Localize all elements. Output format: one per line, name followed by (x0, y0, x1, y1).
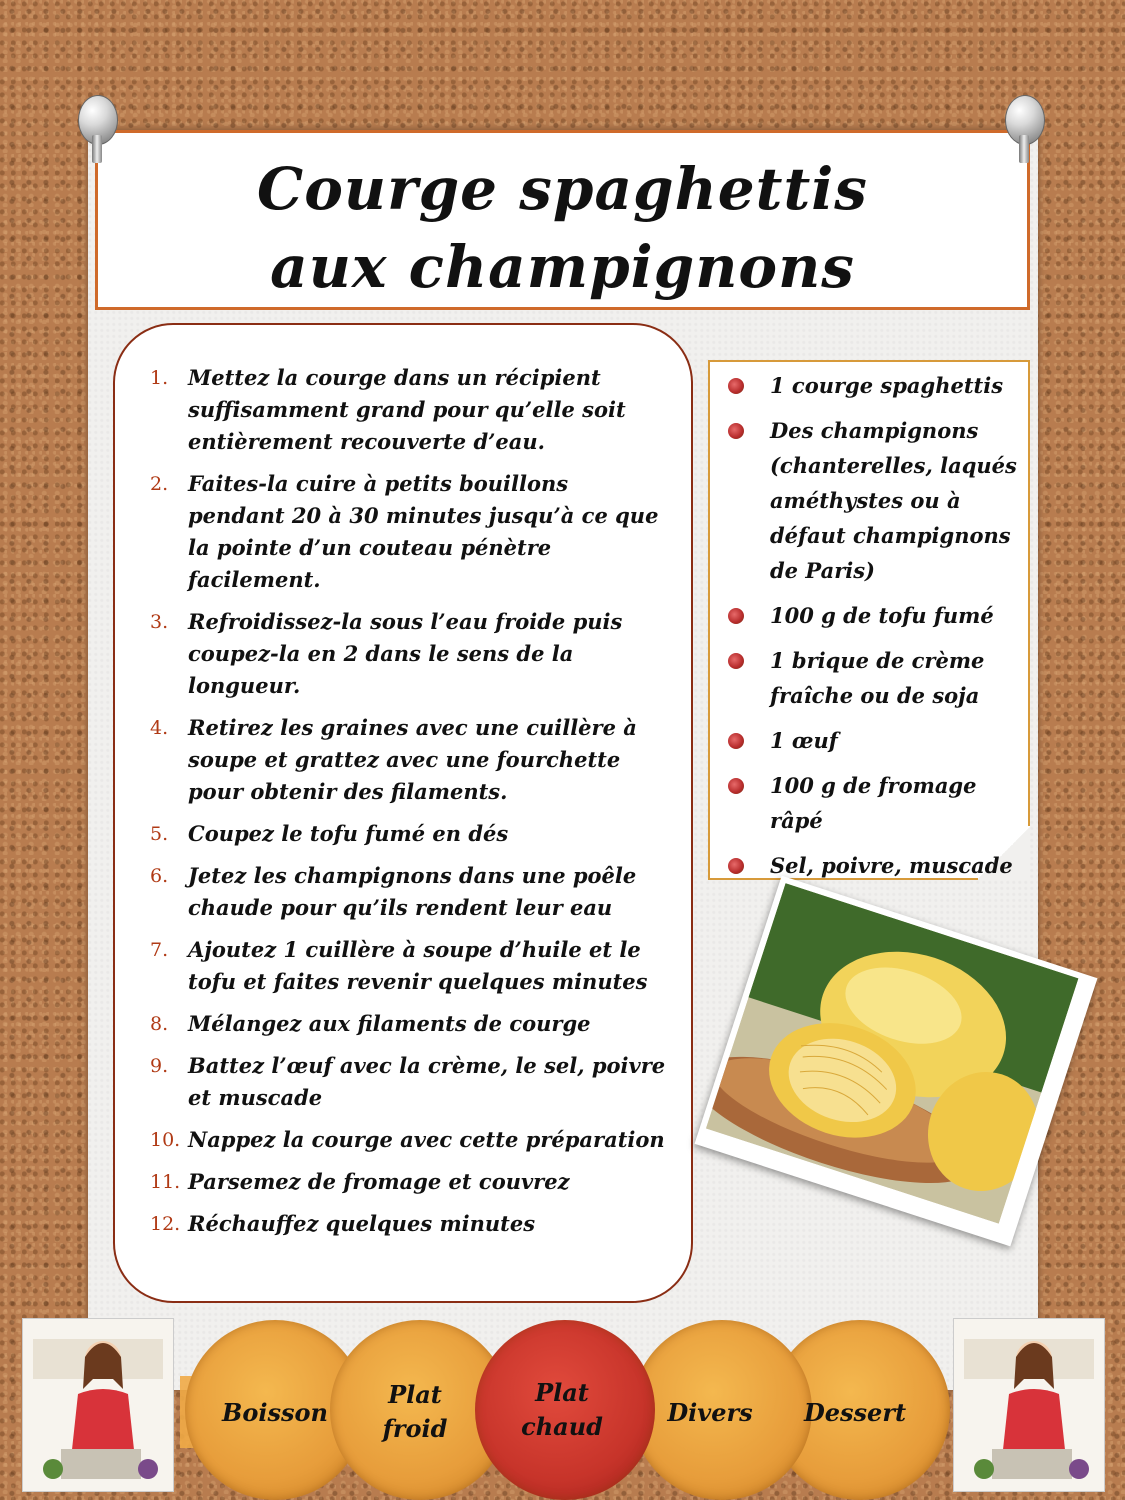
flower-bullet-icon (728, 378, 744, 394)
step-item: 12. Réchauffez quelques minutes (150, 1211, 536, 1236)
flower-bullet-icon (728, 858, 744, 874)
ingredient-item: 1 courge spaghettis (722, 368, 1032, 403)
cook-woman-icon (953, 1318, 1105, 1492)
step-item: 11. Parsemez de fromage et couvrez (150, 1169, 570, 1194)
step-item: 4. Retirez les graines avec une cuillère à soupe et grattez avec une fourchette pour obtenir des filaments. (150, 715, 637, 804)
step-item: 2. Faites-la cuire à petits bouillons pendant 20 à 30 minutes jusqu’à ce que la pointe d’un couteau pénètre facilement. (150, 471, 659, 592)
step-item: 5. Coupez le tofu fumé en dés (150, 821, 509, 846)
flower-bullet-icon (728, 608, 744, 624)
step-item: 9. Battez l’œuf avec la crème, le sel, poivre et muscade (150, 1053, 666, 1110)
flower-bullet-icon (728, 423, 744, 439)
step-item: 8. Mélangez aux filaments de courge (150, 1011, 591, 1036)
title-line-2: aux champignons (270, 233, 855, 301)
step-item: 1. Mettez la courge dans un récipient suffisamment grand pour qu’elle soit entièrement recouverte d’eau. (150, 365, 626, 454)
step-item: 6. Jetez les champignons dans une poêle chaude pour qu’ils rendent leur eau (150, 863, 637, 920)
nav-plat-chaud-label[interactable]: Plat chaud (521, 1378, 603, 1441)
flower-bullet-icon (728, 733, 744, 749)
step-item: 7. Ajoutez 1 cuillère à soupe d’huile et le tofu et faites revenir quelques minutes (150, 937, 648, 994)
nav-plat-froid-label[interactable]: Plat froid (382, 1380, 448, 1443)
step-item: 3. Refroidissez-la sous l’eau froide puis coupez-la en 2 dans le sens de la longueur. (150, 609, 623, 698)
nav-divers-label[interactable]: Divers (667, 1398, 753, 1427)
ingredients-list (722, 368, 1032, 893)
ingredient-item: 1 brique de crème fraîche ou de soja (722, 643, 1032, 713)
nav-boisson-label[interactable]: Boisson (222, 1398, 328, 1427)
page-title (0, 150, 1125, 306)
ingredient-item: 1 œuf (722, 723, 1032, 758)
ingredient-item: 100 g de fromage râpé (722, 768, 1032, 838)
steps-list (150, 362, 670, 1250)
title-line-1: Courge spaghettis (257, 155, 868, 223)
step-item: 10. Nappez la courge avec cette préparation (150, 1127, 665, 1152)
flower-bullet-icon (728, 778, 744, 794)
ingredient-item: 100 g de tofu fumé (722, 598, 1032, 633)
ingredient-item: Des champignons (chanterelles, laqués améthystes ou à défaut champignons de Paris) (722, 413, 1032, 588)
flower-bullet-icon (728, 653, 744, 669)
cook-woman-icon (22, 1318, 174, 1492)
ingredient-item: Sel, poivre, muscade (722, 848, 1032, 883)
nav-dessert-label[interactable]: Dessert (803, 1398, 907, 1427)
